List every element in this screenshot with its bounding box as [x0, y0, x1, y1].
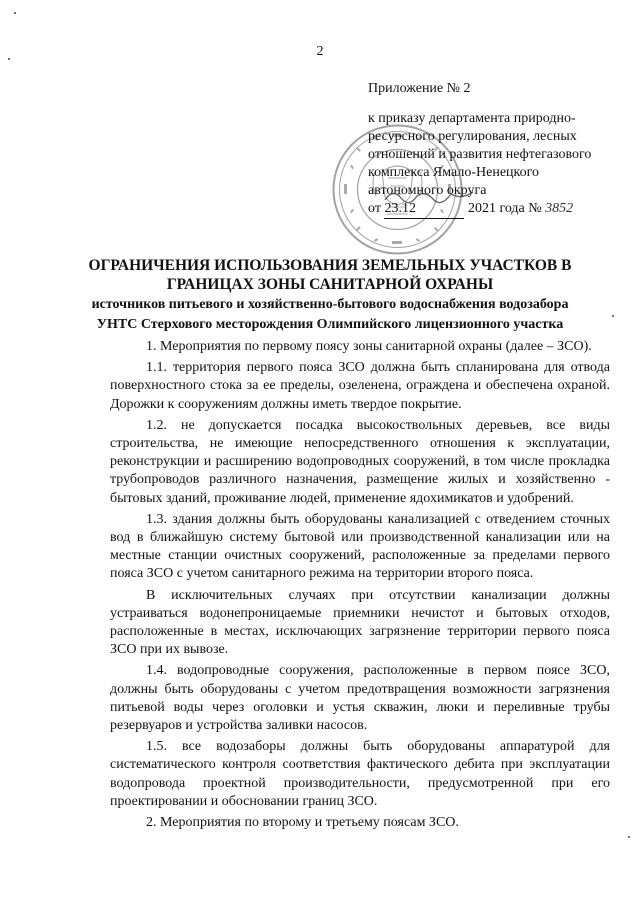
body-paragraph: 1.3. здания должны быть оборудованы канализацией с отведением сточных вод в ближайшую систему бытовой или производственной канализации или на местные станции очистных сооружений, расположенные за пределами первого пояса ЗСО с учетом санитарного режима на территории второго пояса. [110, 511, 610, 582]
body-paragraph: 1.1. территория первого пояса ЗСО должна быть спланирована для отвода поверхностного стока за ее пределы, озеленена, ограждена и обеспечена охраной. Дорожки к сооружениям должны иметь твердое покрытие. [110, 360, 610, 412]
body-paragraph: 2. Мероприятия по второму и третьему поясам ЗСО. [146, 815, 459, 831]
order-prefix: от [368, 201, 381, 216]
appendix-line: к приказу департамента природно- [368, 111, 576, 126]
body-paragraph: 1.4. водопроводные сооружения, расположенные в первом поясе ЗСО, должны быть оборудованы с учетом предотвращения возможности загрязнения питьевой воды через оголовки и устья скважин, люки и переливные трубы резервуаров и устройства заливки насосов. [110, 663, 610, 734]
document-body [110, 338, 610, 835]
scan-speck [628, 836, 630, 838]
heading-main-line: ОГРАНИЧЕНИЯ ИСПОЛЬЗОВАНИЯ ЗЕМЕЛЬНЫХ УЧАСТКОВ В [88, 257, 572, 274]
appendix-line: ресурсного регулирования, лесных [368, 129, 577, 144]
handwritten-signature [383, 186, 483, 206]
order-year: 2021 года № [467, 201, 542, 216]
order-number: 3852 [545, 201, 574, 216]
body-paragraph: 1.2. не допускается посадка высокоствольных деревьев, все виды строительства, не имеющие непосредственного отношения к эксплуатации, реконструкции и расширению водопроводных сооружений, в том числе прокладка трубопроводов различного назначения, размещение жилых и хозяйственно - бытовых зданий, проживание людей, применение ядохимикатов и удобрений. [110, 417, 610, 506]
scan-speck [612, 315, 614, 317]
page-number: 2 [316, 44, 324, 59]
body-paragraph: В исключительных случаях при отсутствии канализации должны устраиваться водонепроницаемые приемники нечистот и бытовых отходов, расположенные в местах, исключающих загрязнение территории первого пояса ЗСО при их вывозе. [110, 587, 610, 658]
heading-sub-line: УНТС Стерхового месторождения Олимпийского лицензионного участка [96, 317, 564, 332]
appendix-line: комплекса Ямало-Ненецкого [368, 165, 540, 180]
appendix-line: отношений и развития нефтегазового [368, 147, 592, 162]
document-heading [40, 256, 620, 334]
heading-main-line: ГРАНИЦАХ ЗОНЫ САНИТАРНОЙ ОХРАНЫ [166, 276, 494, 293]
appendix-title: Приложение № 2 [368, 81, 471, 96]
appendix-line: автономного округа [368, 183, 487, 198]
body-paragraph: 1. Мероприятия по первому поясу зоны санитарной охраны (далее – ЗСО). [146, 339, 592, 354]
order-date: 23.12 [384, 200, 464, 219]
scan-speck [14, 12, 16, 14]
body-paragraph: 1.5. все водозаборы должны быть оборудованы аппаратурой для систематического контроля соответствия фактического дебита при эксплуатации водопровода проектной производительности, предусмотренной при его проектировании и обосновании границ ЗСО. [110, 739, 610, 809]
heading-sub-line: источников питьевого и хозяйственно-бытового водоснабжения водозабора [91, 297, 569, 312]
scan-speck [8, 58, 10, 60]
